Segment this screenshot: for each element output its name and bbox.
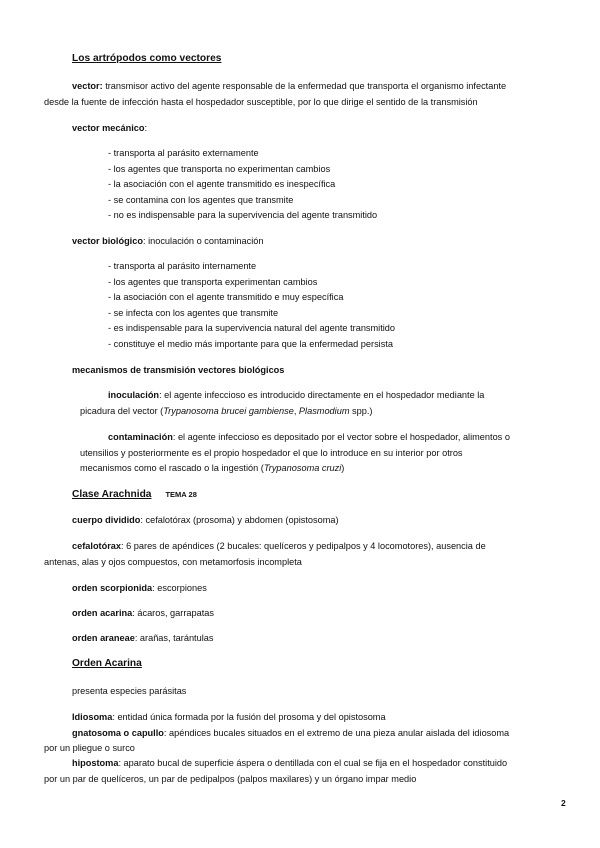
page-number: 2 [561, 798, 566, 808]
contaminacion-text: : el agente infeccioso es depositado por el vector sobre el hospedador, alimentos o [172, 432, 510, 442]
list-item: - los agentes que transporta experimentan cambios [108, 277, 318, 287]
acarina-intro: presenta especies parásitas [72, 686, 187, 696]
order-text: : ácaros, garrapatas [132, 608, 214, 618]
hipostoma-term: hipostoma [72, 758, 119, 768]
vector-biologico-text: : inoculación o contaminación [142, 236, 264, 246]
list-item: - la asociación con el agente transmitido e muy específica [108, 292, 344, 302]
gnatosoma-line-1 [72, 727, 509, 739]
vector-biologico-term: vector biológico [72, 236, 143, 246]
list-item: - la asociación con el agente transmitido es inespecífica [108, 179, 336, 189]
list-item: - transporta al parásito externamente [108, 148, 259, 158]
inoculacion-line-1 [108, 389, 484, 401]
hipostoma-line-2: por un par de quelíceros, un par de pedipalpos (palpos maxilares) y un órgano impar medio [44, 774, 417, 784]
genus-name: Plasmodium [298, 406, 350, 416]
list-item: - los agentes que transporta no experimentan cambios [108, 164, 331, 174]
order-term: orden acarina [72, 608, 133, 618]
cuerpo-line [72, 514, 339, 526]
vector-definition-line-1 [72, 80, 506, 92]
cefalotorax-line-2: antenas, alas y ojos compuestos, con metamorfosis incompleta [44, 557, 302, 567]
gnatosoma-line-2: por un pliegue o surco [44, 743, 135, 753]
gnatosoma-term: gnatosoma o capullo [72, 728, 164, 738]
vector-definition-line-2: desde la fuente de infección hasta el hospedador susceptible, por lo que dirige el sentido de la transmisión [44, 97, 478, 107]
hipostoma-line-1 [72, 757, 507, 769]
contaminacion-text: mecanismos como el rascado o la ingestión ( [80, 463, 264, 473]
cefalotorax-line-1 [72, 540, 486, 552]
list-item: - se infecta con los agentes que transmite [108, 308, 279, 318]
idiosoma-term: Idiosoma [72, 712, 113, 722]
separator: , [293, 406, 299, 416]
arachnida-heading-line [72, 488, 197, 501]
vector-mecanico-colon: : [144, 123, 148, 133]
page-title: Los artrópodos como vectores [72, 53, 222, 64]
list-item: - no es indispensable para la supervivencia del agente transmitido [108, 210, 378, 220]
contaminacion-text: ) [341, 463, 345, 473]
idiosoma-line [72, 711, 386, 723]
species-name: Trypanosoma cruzi [263, 463, 342, 473]
cuerpo-term: cuerpo dividido [72, 515, 141, 525]
inoculacion-text: spp.) [349, 406, 373, 416]
list-item: - se contamina con los agentes que transmite [108, 195, 294, 205]
order-text: : arañas, tarántulas [134, 633, 214, 643]
hipostoma-text: : aparato bucal de superficie áspera o dentillada con el cual se fija en el hospedador constituido [118, 758, 508, 768]
cefalotorax-term: cefalotórax [72, 541, 122, 551]
vector-term: vector: [72, 81, 103, 91]
inoculacion-line-2 [80, 405, 372, 417]
contaminacion-term: contaminación [108, 432, 173, 442]
list-item: - transporta al parásito internamente [108, 261, 257, 271]
order-line [72, 607, 214, 619]
vector-mecanico-term: vector mecánico [72, 123, 145, 133]
vector-biologico-heading [72, 235, 264, 247]
vector-text: transmisor activo del agente responsable de la enfermedad que transporta el organismo infectante [102, 81, 507, 91]
order-term: orden araneae [72, 633, 135, 643]
vector-mecanico-heading [72, 122, 147, 134]
contaminacion-line-1 [108, 431, 510, 443]
tema-label: TEMA 28 [165, 490, 197, 499]
idiosoma-text: : entidad única formada por la fusión del prosoma y del opistosoma [112, 712, 386, 722]
arachnida-heading: Clase Arachnida [72, 489, 152, 500]
list-item: - constituye el medio más importante para que la enfermedad persista [108, 339, 393, 349]
order-line [72, 632, 213, 644]
order-line [72, 582, 207, 594]
contaminacion-line-3 [80, 462, 344, 474]
inoculacion-text: picadura del vector ( [80, 406, 164, 416]
acarina-heading: Orden Acarina [72, 658, 142, 669]
order-text: : escorpiones [152, 583, 207, 593]
list-item: - es indispensable para la supervivencia natural del agente transmitido [108, 323, 396, 333]
inoculacion-term: inoculación [108, 390, 160, 400]
mecanismos-heading: mecanismos de transmisión vectores biológicos [72, 365, 285, 375]
gnatosoma-text: : apéndices bucales situados en el extremo de una pieza anular aislada del idiosoma [163, 728, 510, 738]
cefalotorax-text: : 6 pares de apéndices (2 bucales: quelíceros y pedipalpos y 4 locomotores), ausencia de [121, 541, 486, 551]
contaminacion-line-2: utensilios y posteriormente es el propio hospedador el que lo introduce en su interior por otros [80, 448, 463, 458]
species-name: Trypanosoma brucei gambiense [163, 406, 294, 416]
inoculacion-text: : el agente infeccioso es introducido directamente en el hospedador mediante la [159, 390, 485, 400]
cuerpo-text: : cefalotórax (prosoma) y abdomen (opistosoma) [140, 515, 339, 525]
order-term: orden scorpionida [72, 583, 153, 593]
